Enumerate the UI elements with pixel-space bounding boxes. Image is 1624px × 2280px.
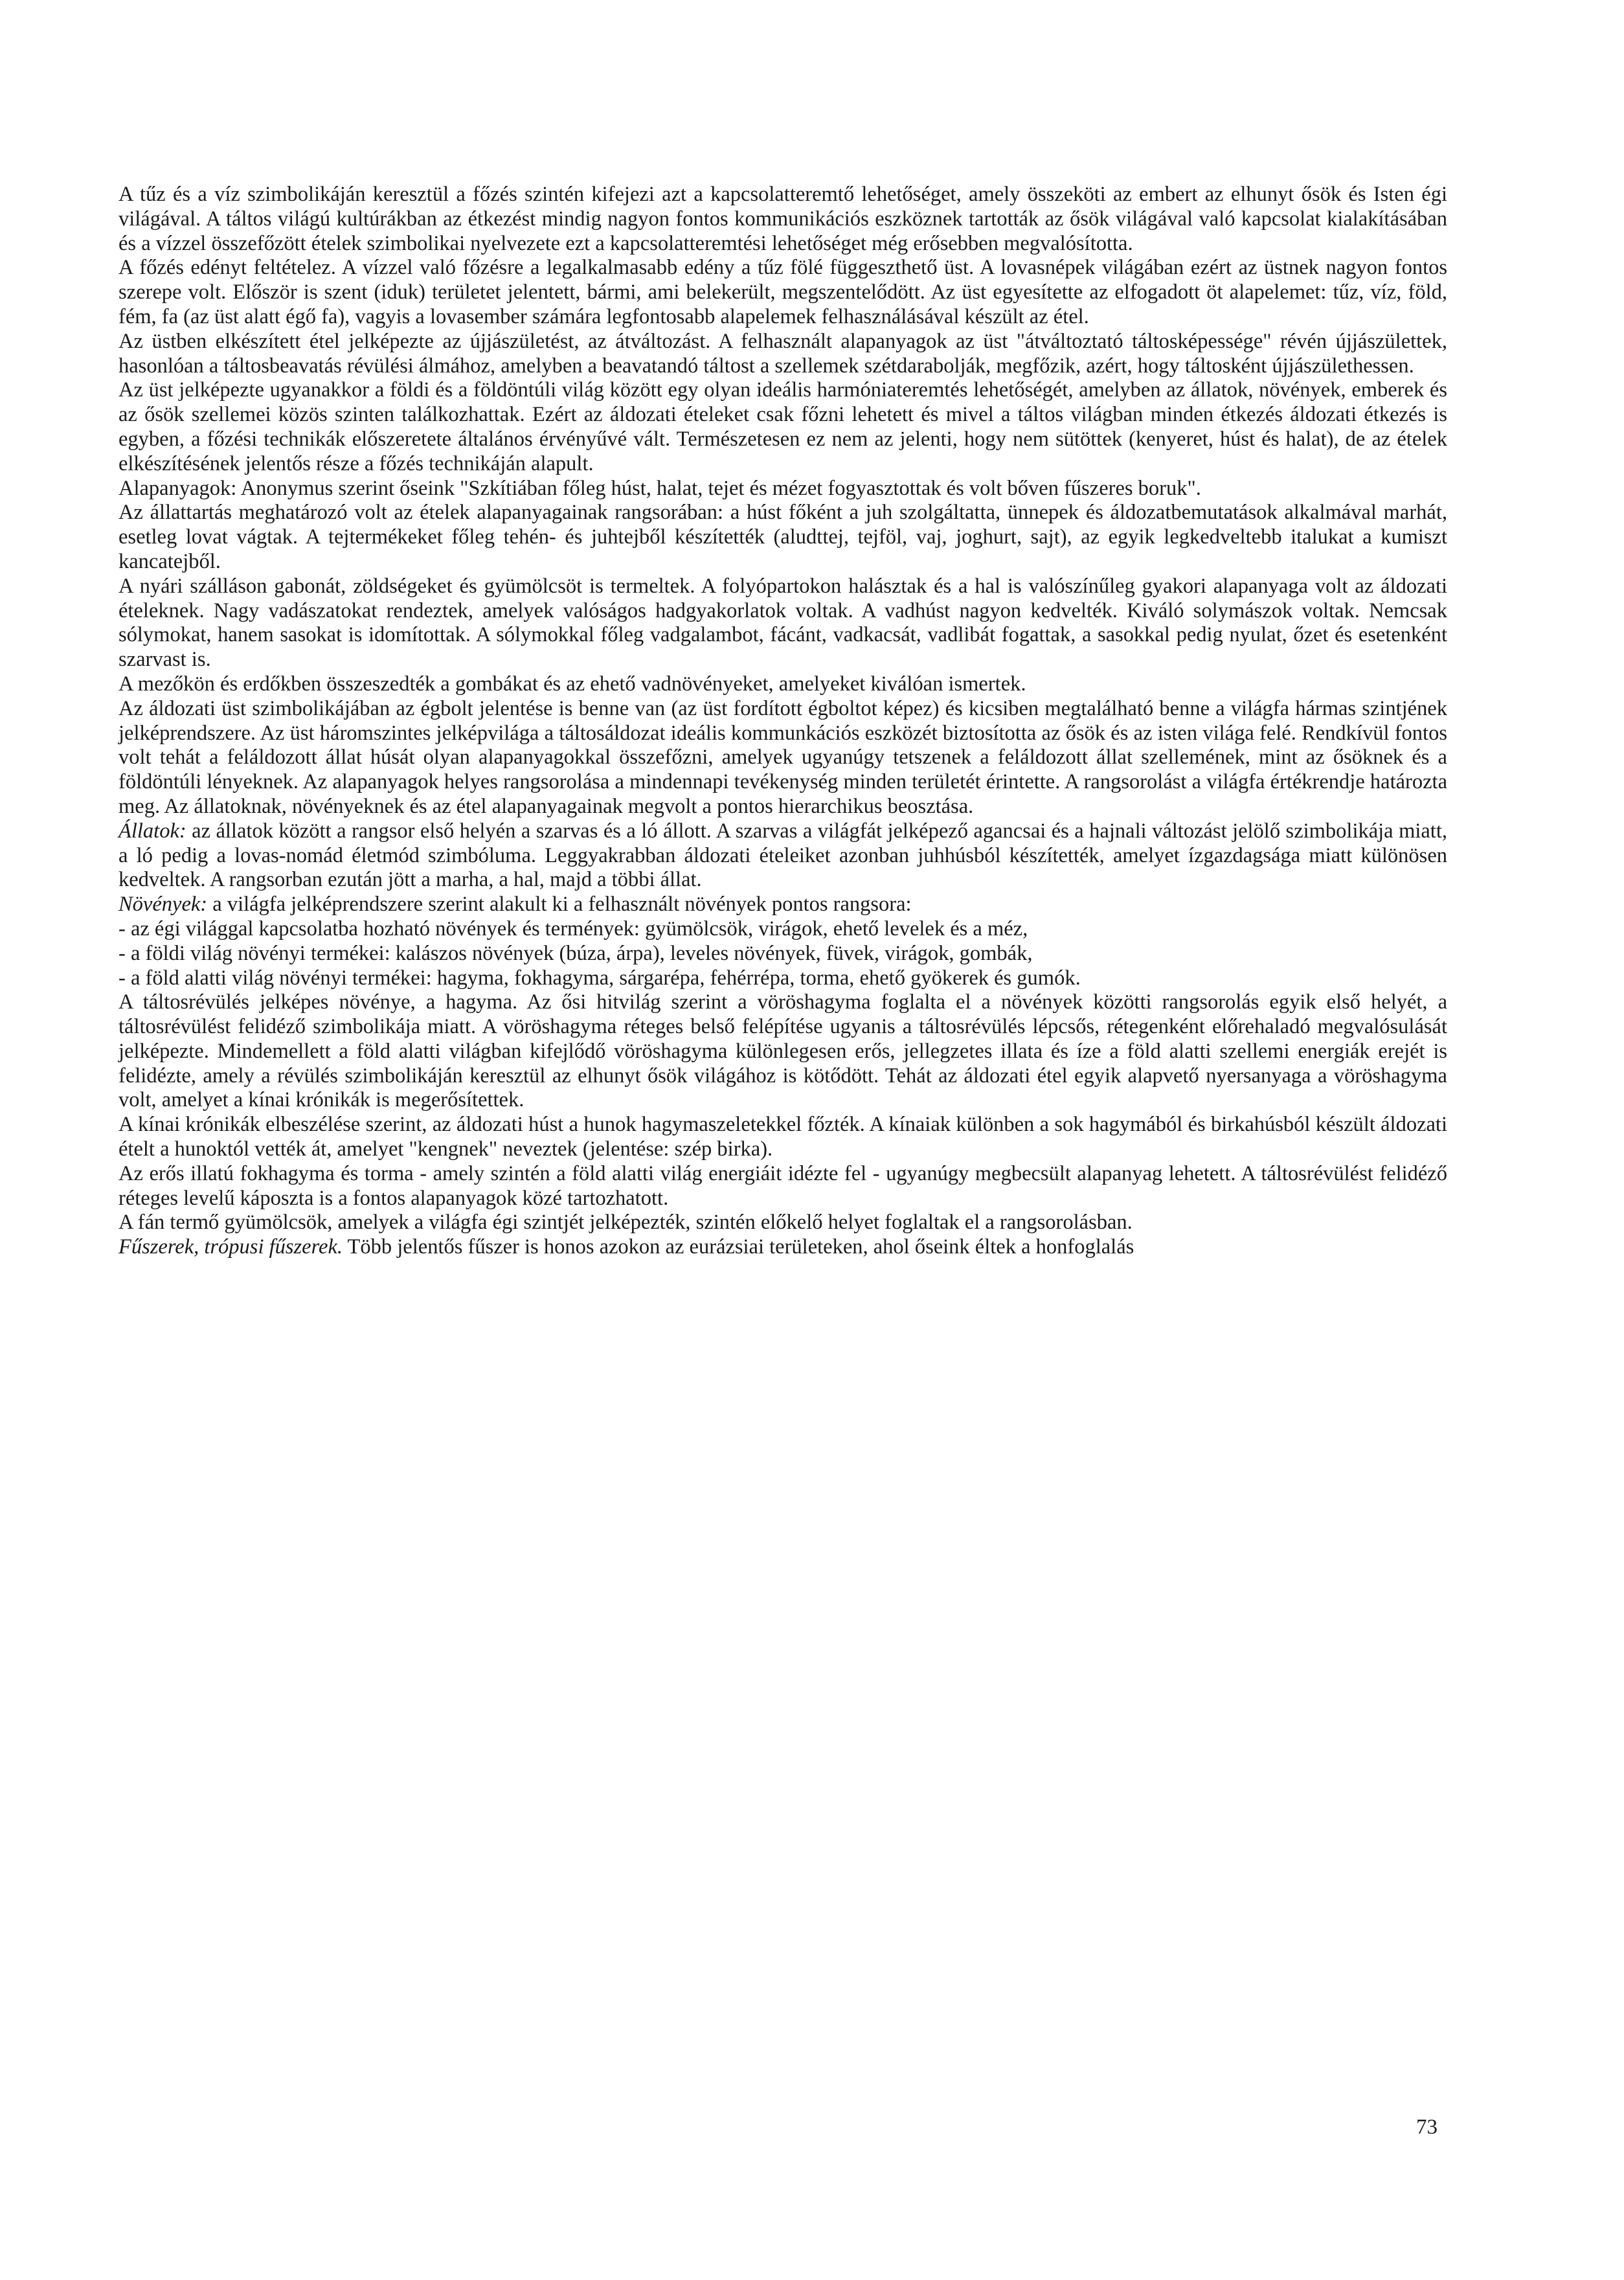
paragraph [118, 256, 1447, 329]
paragraph [118, 378, 1447, 476]
document-body [118, 183, 1447, 1260]
paragraph [118, 819, 1447, 893]
paragraph-text: Az erős illatú fokhagyma és torma - amely szintén a föld alatti világ energiáit idézte fel - ugyanúgy megbecsült alapanyag lehetett. A táltosrévülést felidéző réteges levelű káposzta is a fontos alapanyagok közé tartozhatott. [118, 1161, 1447, 1210]
paragraph-text: Az áldozati üst szimbolikájában az égbolt jelentése is benne van (az üst fordított égboltot képez) és kicsiben megtalálható benne a világfa hármas szintjének jelképrendszere. Az üst háromszintes jelképvilága a táltosáldozat ideális kommunkációs eszközét biztosította az ősök és az isten világa felé. Rendkívül fontos volt tehát a feláldozott állat húsát olyan alapanyagokkal összefőzni, amelyek ugyanúgy tetszenek a feláldozott állat szellemének, mint az ősöknek és a földöntúli lényeknek. Az alapanyagok helyes rangsorolása a mindennapi tevékenység minden területét érintette. A rangsorolást a világfa értékrendje határozta meg. Az állatoknak, növényeknek és az étel alapanyagainak megvolt a pontos hierarchikus beosztása. [118, 696, 1447, 818]
paragraph [118, 672, 1447, 697]
paragraph-text: Az üstben elkészített étel jelképezte az újjászületést, az átváltozást. A felhasznált alapanyagok az üst "átváltoztató táltosképessége" révén újjászülettek, hasonlóan a táltosbeavatás révülési álmához, amelyben a beavatandó táltost a szellemek szétdarabolják, megfőzik, azért, hogy táltosként újjászülethessen. [118, 329, 1447, 378]
paragraph-text: A táltosrévülés jelképes növénye, a hagyma. Az ősi hitvilág szerint a vöröshagyma foglalta el a növények közötti rangsorolás egyik első helyét, a táltosrévülést felidéző szimbolikája miatt. A vöröshagyma réteges belső felépítése ugyanis a táltosrévülés lépcsős, rétegenként előrehaladó megvalósulását jelképezte. Mindemellett a föld alatti világban kifejlődő vöröshagyma különlegesen erős, jellegzetes illata és íze a föld alatti szellemi energiák erejét is felidézte, amely a révülés szimbolikáján keresztül az elhunyt ősök világához is kötődött. Tehát az áldozati étel egyik alapvető nyersanyaga a vöröshagyma volt, amelyet a kínai krónikák is megerősítettek. [118, 990, 1447, 1112]
list-item [118, 966, 1447, 991]
paragraph [118, 697, 1447, 819]
paragraph [118, 330, 1447, 379]
paragraph-text: Az állattartás meghatározó volt az ételek alapanyagainak rangsorában: a húst főként a juh szolgáltatta, ünnepek és áldozatbemutatások alkalmával marhát, esetleg lovat vágtak. A tejtermékeket főleg tehén- és juhtejből készítették (aludttej, tejföl, vaj, joghurt, sajt), az egyik legkedveltebb italukat a kumiszt kancatejből. [118, 501, 1447, 573]
paragraph [118, 990, 1447, 1113]
paragraph [118, 501, 1447, 574]
paragraph [118, 575, 1447, 672]
paragraph-text: A tűz és a víz szimbolikáján keresztül a főzés szintén kifejezi azt a kapcsolatteremtő lehetőséget, amely összeköti az embert az elhunyt ősök és Isten égi világával. A táltos világú kultúrákban az étkezést mindig nagyon fontos kommunikációs eszköznek tartották az ősök világával való kapcsolat kialakításában és a vízzel összefőzött ételek szimbolikai nyelvezete ezt a kapcsolatteremtési lehetőséget még erősebben megvalósította. [118, 183, 1447, 255]
paragraph-text: Több jelentős fűszer is honos azokon az eurázsiai területeken, ahol őseink éltek a honfoglalás [343, 1235, 1134, 1259]
list-item [118, 942, 1447, 966]
document-page [118, 183, 1447, 1260]
paragraph-text: A kínai krónikák elbeszélése szerint, az áldozati húst a hunok hagymaszeletekkel főzték. A kínaiak különben a sok hagymából és birkahúsból készült áldozati ételt a hunoktól vették át, amelyet "kengnek" neveztek (jelentése: szép birka). [118, 1113, 1447, 1161]
paragraph-text: - a föld alatti világ növényi termékei: hagyma, fokhagyma, sárgarépa, fehérrépa, torma, ehető gyökerek és gumók. [118, 966, 1081, 990]
paragraph-text: Alapanyagok: Anonymus szerint őseink "Szkítiában főleg húst, halat, tejet és mézet fogyasztottak és volt bőven fűszeres boruk". [118, 476, 1201, 500]
paragraph-text: A fán termő gyümölcsök, amelyek a világfa égi szintjét jelképezték, szintén előkelő helyet foglaltak el a rangsorolásban. [118, 1211, 1133, 1235]
paragraph-lead: Növények: [118, 893, 208, 917]
paragraph-text: - a földi világ növényi termékei: kalászos növények (búza, árpa), leveles növények, füvek, virágok, gombák, [118, 941, 1033, 965]
paragraph-lead: Fűszerek, trópusi fűszerek. [118, 1235, 343, 1259]
page-number: 73 [1416, 2115, 1438, 2139]
list-item [118, 917, 1447, 942]
paragraph-text: A mezőkön és erdőkben összeszedték a gombákat és az ehető vadnövényeket, amelyeket kiválóan ismertek. [118, 672, 1026, 696]
paragraph-text: Az üst jelképezte ugyanakkor a földi és a földöntúli világ között egy olyan ideális harmóniateremtés lehetőségét, amelyben az állatok, növények, emberek és az ősök szellemei közös szinten találkozhattak. Ezért az áldozati ételeket csak főzni lehetett és mivel a táltos világban minden étkezés áldozati étkezés is egyben, a főzési technikák előszeretete általános érvényűvé vált. Természetesen ez nem az jelenti, hogy nem sütöttek (kenyeret, húst és halat), de az ételek elkészítésének jelentős része a főzés technikáján alapult. [118, 378, 1447, 475]
paragraph [118, 183, 1447, 256]
paragraph-lead: Állatok: [118, 819, 186, 843]
paragraph [118, 477, 1447, 501]
paragraph [118, 1162, 1447, 1211]
paragraph [118, 1113, 1447, 1162]
paragraph-text: A főzés edényt feltételez. A vízzel való főzésre a legalkalmasabb edény a tűz fölé függeszthető üst. A lovasnépek világában ezért az üstnek nagyon fontos szerepe volt. Először is szent (iduk) területet jelentett, bármi, ami belekerült, megszentelődött. Az üst egyesítette az elfogadott öt alapelemet: tűz, víz, föld, fém, fa (az üst alatt égő fa), vagyis a lovasember számára legfontosabb alapelemek felhasználásával készült az étel. [118, 256, 1447, 328]
paragraph [118, 893, 1447, 917]
paragraph [118, 1211, 1447, 1235]
paragraph [118, 1235, 1447, 1260]
paragraph-text: - az égi világgal kapcsolatba hozható növények és termények: gyümölcsök, virágok, ehető levelek és a méz, [118, 917, 1028, 940]
paragraph-text: a világfa jelképrendszere szerint alakult ki a felhasznált növények pontos rangsora: [207, 893, 912, 917]
paragraph-text: az állatok között a rangsor első helyén a szarvas és a ló állott. A szarvas a világfát jelképező agancsai és a hajnali változást jelölő szimbolikája miatt, a ló pedig a lovas-nomád életmód szimbóluma. Leggyakrabban áldozati ételeiket azonban juhhúsból készítették, amelyet ízgazdagsága miatt különösen kedveltek. A rangsorban ezután jött a marha, a hal, majd a többi állat. [118, 819, 1447, 892]
paragraph-text: A nyári szálláson gabonát, zöldségeket és gyümölcsöt is termeltek. A folyópartokon halásztak és a hal is valószínűleg gyakori alapanyaga volt az áldozati ételeknek. Nagy vadászatokat rendeztek, amelyek valóságos hadgyakorlatok voltak. A vadhúst nagyon kedvelték. Kiváló solymászok voltak. Nemcsak sólymokat, hanem sasokat is idomítottak. A sólymokkal főleg vadgalambot, fácánt, vadkacsát, vadlibát fogattak, a sasokkal pedig nyulat, őzet és esetenként szarvast is. [118, 574, 1447, 672]
